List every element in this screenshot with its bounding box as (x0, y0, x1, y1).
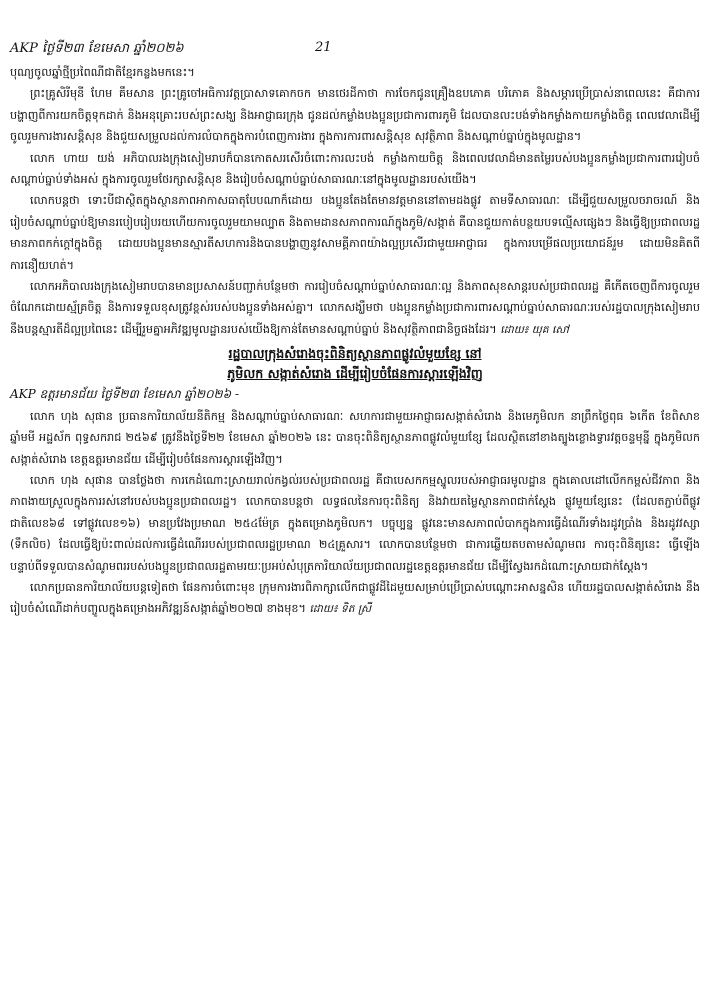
article1-paragraph-3: លោកបន្តថា ទោះបីជាស្ថិតក្នុងស្ថានភាពអាកាសធាតុបែបណាក៏ដោយ បងប្អូនតែងតែមានវត្តមាននៅតាមដងផ្លូវ តាមទីសាធារណៈ ដើម្បីជួយសម្រួលចរាចរណ៍ និងរៀបចំសណ្តាប់ធ្នាប់ឱ្យមានរបៀបរៀបរយហើយការចូលរួមយាមល្បាត និងតាមដានសភាពការណ៍ក្នុងភូមិ/សង្កាត់ គឺបានជួយកាត់បន្ថយបទល្មើសផ្សេងៗ និងធ្វើឱ្យប្រជាពលរដ្ឋមានភាពកក់ក្តៅក្នុងចិត្ត ដោយបងប្អូនមានស្មារតីសហការនិងបានបង្ហាញនូវសាមគ្គីភាពយ៉ាងល្អប្រសើរជាមួយអាជ្ញាធរ ក្នុងការបម្រើផលប្រយោជន៍រួម ដោយមិនគិតពីការនឿយហត់។ (10, 194, 700, 272)
article2-paragraph-3 (10, 577, 700, 621)
article1-paragraph-1: ព្រះគ្រូសិរីមុនី ហែម គឹមសាន ព្រះគ្រូចៅអធិការវត្តប្រាសាទគោកចក មានថេរដីកាថា ការចែកជូនគ្រឿងឧបភោគ បរិភោគ និងសម្ភារប្រើប្រាស់នាពេលនេះ គឺជាការបង្ហាញពីការយកចិត្តទុកដាក់ និងអនុគ្រោះរបស់ព្រះសង្ឃ និងអាជ្ញាធរក្រុង ជូនដល់កម្លាំងបងប្អូនប្រជាការពារភូមិ ដែលបានលះបង់ទាំងកម្លាំងកាយកម្លាំងចិត្ត ពេលវេលាដើម្បីចូលរួមការងារសន្តិសុខ និងជួយសម្រួលដល់ការលំបាកក្នុងការបំពេញការងារ ក្នុងការការពារសន្តិសុខ សុវត្ថិភាព និងសណ្តាប់ធ្នាប់ក្នុងមូលដ្ឋាន។ (10, 87, 700, 144)
article1-byline: ដោយ៖ យុគ សៅ (500, 323, 569, 336)
article2-paragraph-1: លោក ហុង សុផាន ប្រធានការិយាល័យនីតិកម្ម និងសណ្តាប់ធ្នាប់សាធារណៈ សហការជាមួយអាជ្ញាធរសង្កាត់សំរោង និងមេភូមិលក នាព្រឹកថ្ងៃពុធ ៦កើត ខែពិសាខ ឆ្នាំមមី អដ្ឋស័ក ពុទ្ធសករាជ ២៥៦៩ ត្រូវនឹងថ្ងៃទី២២ ខែមេសា ឆ្នាំ២០២៦ នេះ បានចុះពិនិត្យស្ថានភាពផ្លូវលំមួយខ្សែ ដែលស្ថិតនៅខាងត្បូងខ្លោងទ្វារវត្តចន្ទមុន្នី ក្នុងភូមិលក សង្កាត់សំរោង ខេត្តឧត្តរមានជ័យ ដើម្បីរៀបចំផែនការស្តារឡើងវិញ។ (10, 409, 700, 466)
page-header (10, 40, 570, 58)
article1-paragraph-4-text: លោកអភិបាលរងក្រុងសៀមរាបបានមានប្រសាសន៍បញ្ជាក់បន្ថែមថា ការរៀបចំសណ្តាប់ធ្នាប់សាធារណៈល្អ និងភាពសុខសាន្តរបស់ប្រជាពលរដ្ឋ គឺកើតចេញពីការចូលរួមចំណែកដោយស្ម័គ្រចិត្ត និងការទទួលខុសត្រូវខ្ពស់របស់បងប្អូនទាំងអស់គ្នា។ លោកសង្ឃឹមថា បងប្អូនកម្លាំងប្រជាការពារសណ្តាប់ធ្នាប់សាធារណៈរបស់រដ្ឋបាលក្រុងសៀមរាបនឹងបន្តស្មារតីដ៏ល្អប្រពៃនេះ ដើម្បីរួមគ្នាអភិវឌ្ឍមូលដ្ឋានរបស់យើងឱ្យកាន់តែមានសណ្តាប់ធ្នាប់ និងសុវត្ថិភាពជានិច្ចផងដែរ។ (10, 280, 700, 336)
article2-byline: ដោយ៖ ទិត ស្រី (309, 603, 372, 616)
header-dateline: AKP ថ្ងៃទី២៣ ខែមេសា ឆ្នាំ២០២៦ (10, 41, 184, 56)
article1-paragraph-2: លោក ហាយ យង់ អភិបាលរងក្រុងសៀមរាបក៏បានកោតសរសើរចំពោះការលះបង់ កម្លាំងកាយចិត្ត និងពេលវេលាដ៏មានតម្លៃរបស់បងប្អូនកម្លាំងប្រជាការពាររៀបចំសណ្តាប់ធ្នាប់ទាំងអស់ ក្នុងការចូលរួមថែរក្សាសន្តិសុខ និងរៀបចំសណ្តាប់ធ្នាប់សាធារណៈនៅក្នុងមូលដ្ឋានរបស់យើង។ (10, 151, 700, 187)
page-number: 21 (315, 40, 332, 55)
article2-dateline: AKP ឧត្តរមានជ័យ ថ្ងៃទី២៣ ខែមេសា ឆ្នាំ២០២៦ - (10, 387, 240, 402)
article1-paragraph-4 (10, 276, 700, 341)
article2-paragraph-2: លោក ហុង សុផាន បានថ្លែងថា ការកេដំណោះស្រាយរាល់កង្វល់របស់ប្រជាពលរដ្ឋ គឺជាបេសកកម្មស្នូលរបស់អាជ្ញាធរមូលដ្ឋាន ក្នុងគោលដៅលើកកម្ពស់ជីវភាព និងភាពងាយស្រួលក្នុងការរស់នៅរបស់បងប្អូនប្រជាពលរដ្ឋ។ លោកបានបន្តថា លទ្ធផលនៃការចុះពិនិត្យ និងវាយតម្លៃស្ថានភាពជាក់ស្តែង ផ្លូវមួយខ្សែនេះ (ដែលតភ្ជាប់ពីផ្លូវជាតិលេខ៦៨ ទៅផ្លូវលេខ១៦) មានប្រវែងប្រមាណ ២៥៤ម៉ែត្រ ក្នុងតម្រោងភូមិលក។ បច្ចុប្បន្ន ផ្លូវនេះមានសភាពលំបាកក្នុងការធ្វើដំណើរទាំងរដូវប្រាំង និងរដូវវស្សា (ទឹកលិច) ដែលធ្វើឱ្យប៉ះពាល់ដល់ការធ្វើដំណើររបស់ប្រជាពលរដ្ឋប្រមាណ ២៤គ្រួសារ។ លោកបានបន្ថែមថា ជាការឆ្លើយតបតាមសំណូមពរ ការចុះពិនិត្យនេះ ធ្វើឡើងបន្ទាប់ពីទទួលបានសំណូមពររបស់បងប្អូនប្រជាពលរដ្ឋតាមរយៈប្រអប់សំបុត្រការិយាល័យប្រជាពលរដ្ឋខេត្តឧត្តរមានជ័យ ដើម្បីស្វែងរកដំណោះស្រាយជាក់ស្តែង។ (10, 473, 700, 573)
article-body (10, 62, 700, 621)
article2-headline-line2: ភូមិលក សង្កាត់សំរោង ដើម្បីរៀបចំផែនការស្តារឡើងវិញ (227, 366, 483, 382)
article2-headline-line1: រដ្ឋបាលក្រុងសំរោងចុះពិនិត្យស្ថានភាពផ្លូវលំមួយខ្សែ នៅ (228, 346, 482, 362)
article1-continuation: បុណ្យចូលឆ្នាំថ្មីប្រពៃណីជាតិខ្មែរកន្លងមកនេះ។ (10, 66, 195, 79)
article2-paragraph-3-text: លោកប្រធានការិយាល័យបន្តទៀតថា ផែនការចំពោះមុខ ក្រុមការងារពិភាក្សាលើកជាផ្លូវដីដៃមួយសម្រាប់ប្រើប្រាស់បណ្តោះអាសន្នសិន ហើយរដ្ឋបាលសង្កាត់សំរោង នឹងរៀបចំសំណើដាក់បញ្ចូលក្នុងគម្រោងអភិវឌ្ឍន៍សង្កាត់ឆ្នាំ២០២៧ ខាងមុខ។ (10, 580, 700, 616)
article2-headline (10, 344, 700, 384)
